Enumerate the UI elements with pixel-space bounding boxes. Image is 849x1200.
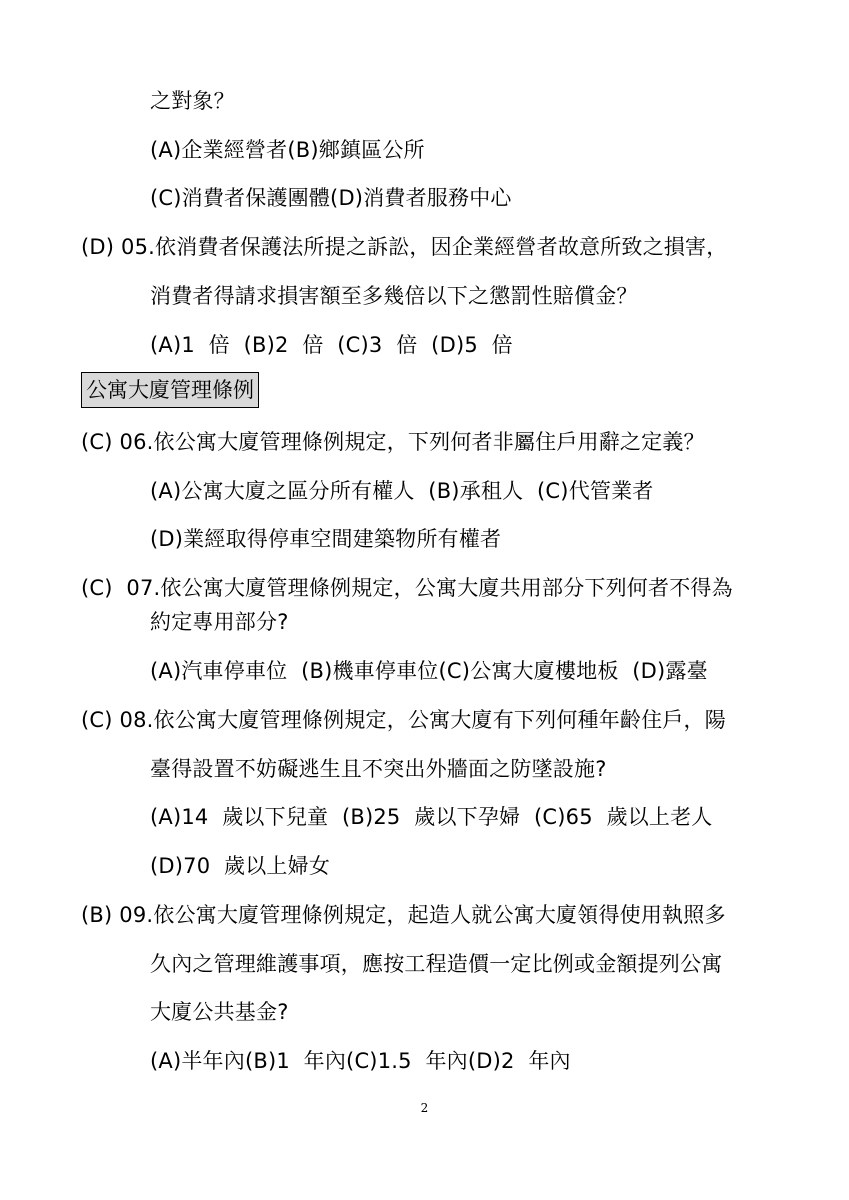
question-08-options-d: (D)70 歲以上婦女 (150, 854, 331, 878)
question-04-options-ab: (A)企業經營者(B)鄉鎮區公所 (150, 138, 425, 162)
question-09-options: (A)半年內(B)1 年內(C)1.5 年內(D)2 年內 (150, 1049, 571, 1073)
question-04-stem-end: 之對象？ (150, 89, 235, 113)
question-08-stem: (C) 08.依公寓大廈管理條例規定，公寓大廈有下列何種年齡住戶，陽 (81, 708, 726, 732)
question-09-stem: (B) 09.依公寓大廈管理條例規定，起造人就公寓大廈領得使用執照多 (81, 903, 726, 927)
question-07-stem-cont: 約定專用部分? (150, 610, 289, 634)
question-06-options-abc: (A)公寓大廈之區分所有權人 (B)承租人 (C)代管業者 (150, 479, 654, 503)
question-08-stem-cont: 臺得設置不妨礙逃生且不突出外牆面之防墜設施? (150, 757, 607, 781)
question-09-stem-cont-2: 大廈公共基金? (150, 1000, 289, 1024)
question-06-options-d: (D)業經取得停車空間建築物所有權者 (150, 527, 502, 551)
question-07-options: (A)汽車停車位 (B)機車停車位(C)公寓大廈樓地板 (D)露臺 (150, 659, 708, 683)
question-05-stem: (D) 05.依消費者保護法所提之訴訟，因企業經營者故意所致之損害， (81, 235, 728, 259)
question-04-options-cd: (C)消費者保護團體(D)消費者服務中心 (150, 186, 512, 210)
question-09-stem-cont-1: 久內之管理維護事項，應按工程造價一定比例或金額提列公寓 (150, 952, 723, 976)
page-number: 2 (420, 1101, 429, 1115)
section-heading: 公寓大廈管理條例 (81, 372, 259, 408)
question-07-stem: (C) 07.依公寓大廈管理條例規定，公寓大廈共用部分下列何者不得為 (81, 576, 733, 600)
question-06-stem: (C) 06.依公寓大廈管理條例規定，下列何者非屬住戶用辭之定義？ (81, 430, 705, 454)
question-05-stem-cont: 消費者得請求損害額至多幾倍以下之懲罰性賠償金？ (150, 284, 638, 308)
question-08-options-abc: (A)14 歲以下兒童 (B)25 歲以下孕婦 (C)65 歲以上老人 (150, 805, 713, 829)
question-05-options: (A)1 倍 (B)2 倍 (C)3 倍 (D)5 倍 (150, 333, 513, 357)
